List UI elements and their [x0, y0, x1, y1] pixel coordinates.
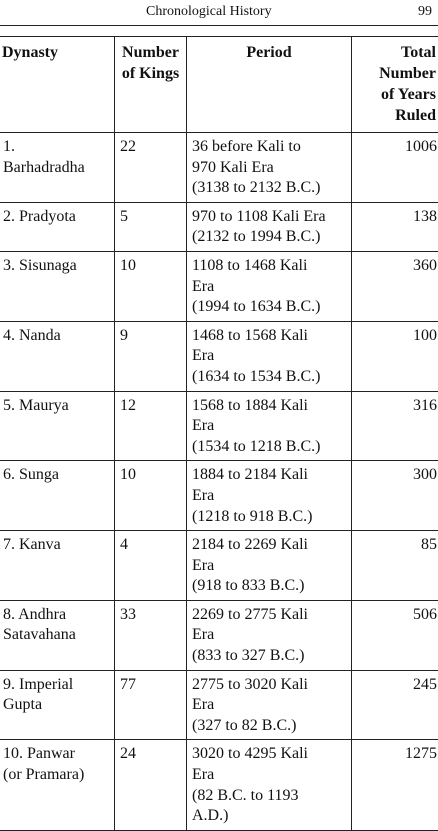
- period-line: 3020 to 4295 Kali: [192, 744, 348, 765]
- period-line: Era: [192, 277, 348, 298]
- header-line: Period: [191, 42, 347, 63]
- cell-period: [187, 461, 352, 531]
- table-row: [0, 670, 438, 740]
- period-line: (918 to 833 B.C.): [192, 576, 348, 597]
- cell-period: [187, 133, 352, 203]
- table-row: [0, 202, 438, 251]
- cell-number-of-kings: 5: [115, 202, 187, 251]
- table-row: [0, 600, 438, 670]
- period-line: (82 B.C. to 1193: [192, 786, 348, 807]
- cell-number-of-kings: 4: [115, 531, 187, 601]
- cell-period: [187, 202, 352, 251]
- cell-period: [187, 531, 352, 601]
- period-line: Era: [192, 625, 348, 646]
- header-dynasty: [0, 37, 115, 133]
- cell-number-of-kings: 10: [115, 251, 187, 321]
- page-header: [0, 0, 438, 26]
- cell-total-years: 245: [352, 670, 438, 740]
- table-header-row: [0, 37, 438, 133]
- cell-dynasty: [0, 133, 115, 203]
- period-line: 1884 to 2184 Kali: [192, 465, 348, 486]
- period-line: (327 to 82 B.C.): [192, 716, 348, 737]
- dynasty-line: Barhadradha: [3, 158, 111, 179]
- header-line: of Years: [356, 84, 436, 105]
- cell-dynasty: [0, 670, 115, 740]
- dynasty-line: 8. Andhra: [3, 605, 111, 626]
- table-body: [0, 133, 438, 831]
- period-line: A.D.): [192, 806, 348, 827]
- cell-total-years: 300: [352, 461, 438, 531]
- running-title: Chronological History: [146, 4, 272, 20]
- cell-total-years: 1006: [352, 133, 438, 203]
- header-line: of Kings: [119, 63, 182, 84]
- dynasty-line: 9. Imperial: [3, 675, 111, 696]
- dynasty-line: (or Pramara): [3, 765, 111, 786]
- period-line: (1634 to 1534 B.C.): [192, 367, 348, 388]
- dynasty-line: 4. Nanda: [3, 326, 111, 347]
- period-line: (1218 to 918 B.C.): [192, 507, 348, 528]
- cell-period: [187, 670, 352, 740]
- period-line: Era: [192, 346, 348, 367]
- cell-dynasty: [0, 600, 115, 670]
- period-line: (1994 to 1634 B.C.): [192, 297, 348, 318]
- period-line: 1568 to 1884 Kali: [192, 396, 348, 417]
- header-line: Number: [356, 63, 436, 84]
- dynasty-table: [0, 36, 438, 831]
- cell-dynasty: [0, 321, 115, 391]
- period-line: 2184 to 2269 Kali: [192, 535, 348, 556]
- period-line: (1534 to 1218 B.C.): [192, 437, 348, 458]
- table-row: [0, 321, 438, 391]
- page-number: 99: [418, 4, 432, 20]
- header-line: Total: [356, 42, 436, 63]
- dynasty-line: Gupta: [3, 695, 111, 716]
- dynasty-line: 6. Sunga: [3, 465, 111, 486]
- table-row: [0, 740, 438, 830]
- cell-period: [187, 251, 352, 321]
- cell-total-years: 100: [352, 321, 438, 391]
- dynasty-line: 2. Pradyota: [3, 207, 111, 228]
- table-row: [0, 133, 438, 203]
- cell-total-years: 316: [352, 391, 438, 461]
- cell-dynasty: [0, 740, 115, 830]
- dynasty-line: 10. Panwar: [3, 744, 111, 765]
- cell-dynasty: [0, 202, 115, 251]
- cell-number-of-kings: 77: [115, 670, 187, 740]
- period-line: (3138 to 2132 B.C.): [192, 178, 348, 199]
- period-line: 2269 to 2775 Kali: [192, 605, 348, 626]
- dynasty-line: 5. Maurya: [3, 396, 111, 417]
- header-line: Number: [119, 42, 182, 63]
- cell-number-of-kings: 24: [115, 740, 187, 830]
- period-line: 2775 to 3020 Kali: [192, 675, 348, 696]
- cell-number-of-kings: 22: [115, 133, 187, 203]
- cell-total-years: 1275: [352, 740, 438, 830]
- cell-total-years: 138: [352, 202, 438, 251]
- period-line: Era: [192, 556, 348, 577]
- header-period: [187, 37, 352, 133]
- dynasty-line: 3. Sisunaga: [3, 256, 111, 277]
- dynasty-line: 1.: [3, 137, 111, 158]
- period-line: 1468 to 1568 Kali: [192, 326, 348, 347]
- period-line: Era: [192, 695, 348, 716]
- period-line: 36 before Kali to: [192, 137, 348, 158]
- cell-number-of-kings: 33: [115, 600, 187, 670]
- cell-total-years: 85: [352, 531, 438, 601]
- cell-dynasty: [0, 461, 115, 531]
- cell-total-years: 506: [352, 600, 438, 670]
- header-line: Dynasty: [2, 42, 110, 63]
- period-line: (2132 to 1994 B.C.): [192, 227, 348, 248]
- cell-dynasty: [0, 251, 115, 321]
- table-row: [0, 461, 438, 531]
- cell-period: [187, 391, 352, 461]
- table-row: [0, 391, 438, 461]
- header-number-of-kings: [115, 37, 187, 133]
- period-line: Era: [192, 765, 348, 786]
- dynasty-line: Satavahana: [3, 625, 111, 646]
- period-line: 970 Kali Era: [192, 158, 348, 179]
- header-line: Ruled: [356, 105, 436, 126]
- cell-period: [187, 321, 352, 391]
- cell-dynasty: [0, 391, 115, 461]
- cell-period: [187, 600, 352, 670]
- cell-total-years: 360: [352, 251, 438, 321]
- period-line: 970 to 1108 Kali Era: [192, 207, 348, 228]
- header-total-years: [352, 37, 438, 133]
- dynasty-line: 7. Kanva: [3, 535, 111, 556]
- cell-number-of-kings: 12: [115, 391, 187, 461]
- cell-dynasty: [0, 531, 115, 601]
- period-line: Era: [192, 416, 348, 437]
- period-line: Era: [192, 486, 348, 507]
- cell-number-of-kings: 9: [115, 321, 187, 391]
- table-row: [0, 531, 438, 601]
- period-line: 1108 to 1468 Kali: [192, 256, 348, 277]
- table-row: [0, 251, 438, 321]
- cell-period: [187, 740, 352, 830]
- cell-number-of-kings: 10: [115, 461, 187, 531]
- period-line: (833 to 327 B.C.): [192, 646, 348, 667]
